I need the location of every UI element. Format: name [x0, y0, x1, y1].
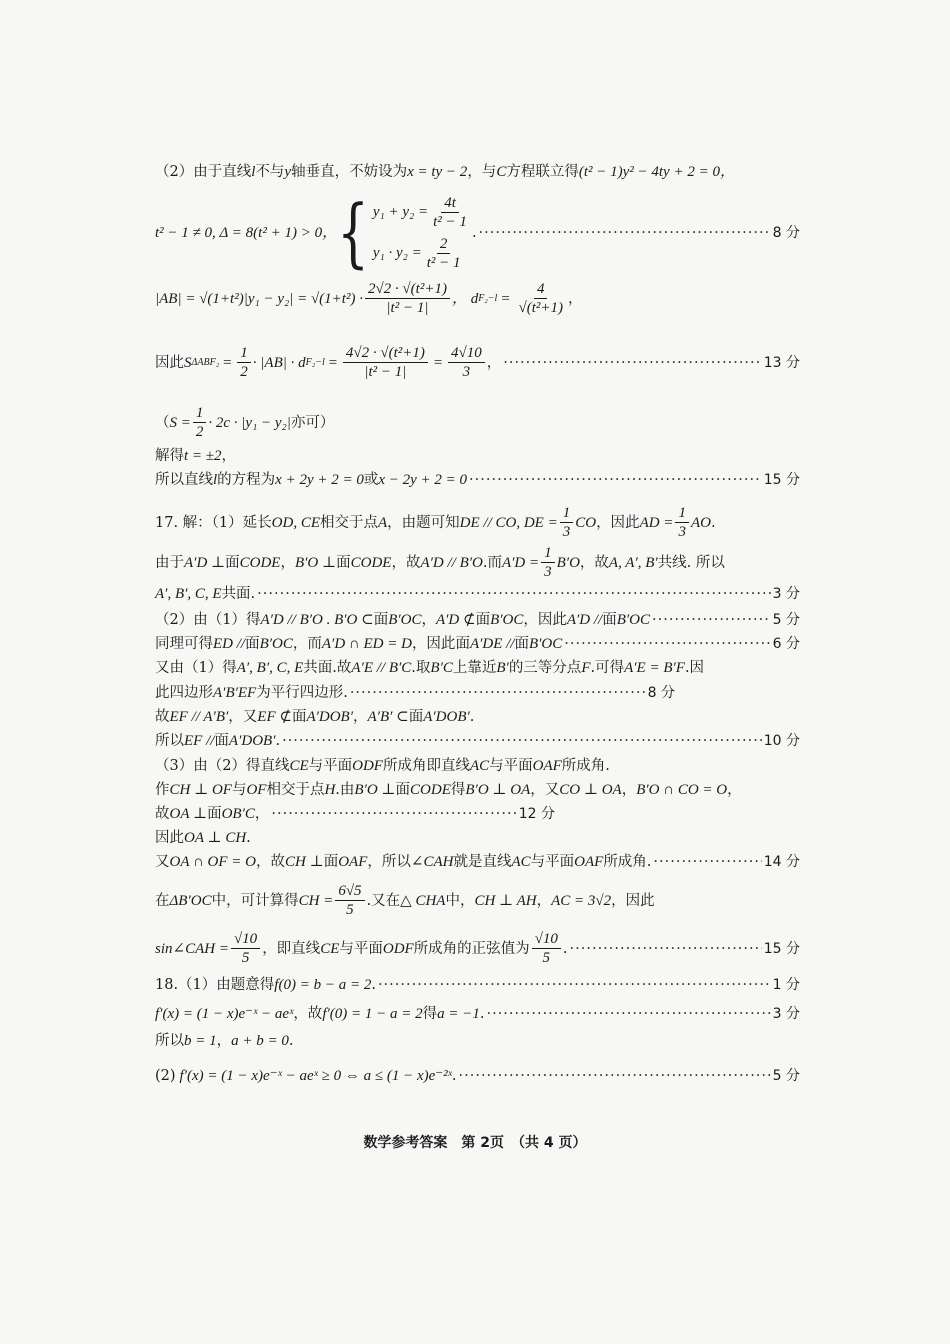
p16-line-3: |AB| = √(1+t²)|y₁ − y₂| = √(1+t²) · $\frac{\text{2√2 · √(t²+1)}}{\text{|t² − 1|}}$ ， d F₂−l = $\frac{4}{\text{√(t²+1)}}$ ， [155, 281, 583, 316]
p17-line-11: 作CH ⊥ OF与OF相交于点H.由B′O ⊥面CODE得B′O ⊥ OA，又CO ⊥ OA，B′O ∩ CO = O， [155, 782, 742, 798]
p16-line-4: 因此 S ΔABF₂ = $\frac{1}{2}$ · |AB| · d F₂−l = $\frac{\text{4√2 · √(t²+1)}}{\text{|t² − 1|}}$ = $\frac{4√10}{3}$ ， ····· 13 分 [155, 344, 800, 381]
p17-line-9: 所以 EF // 面 A′DOB′ . ····· 10 分 [155, 731, 800, 751]
p17-line-13: 因此OA ⊥ CH. [155, 830, 251, 846]
p16-line-6: 解得t = ±2， [155, 448, 237, 464]
score: 15 分 [763, 940, 800, 957]
score: 1 分 [772, 977, 800, 993]
p18-line-2: f′(x) = (1 − x)e⁻ˣ − aeˣ ，故 f′(0) = 1 − a = 2 得 a = −1 . ····· 3 分 [155, 1004, 800, 1024]
score: 10 分 [763, 733, 800, 749]
p17-line-15: 在 ΔB′OC 中，可计算得 CH = $\frac{6√5}{5}$ .又在 △ CHA 中， CH ⊥ AH ， AC = 3√2 ，因此 [155, 883, 655, 918]
score: 14 分 [763, 854, 800, 870]
p16-line-7: 所以直线 l 的方程为 x + 2y + 2 = 0 或 x − 2y + 2 = 0 ····· 15 分 [155, 470, 800, 490]
p16-line-2: t² − 1 ≠ 0, Δ = 8(t² + 1) > 0， { y₁ + y₂ = $\frac{4t}{\text{t² − 1}}$ y₁ · y₂ = $\frac{2}{\text{t² − 1}}$ . ····· 8 分 [155, 194, 800, 272]
score: 13 分 [763, 354, 800, 371]
p17-line-4: （2）由（1）得 A′D // B′O . B′O ⊂ 面 B′OC ， A′D ⊄ 面 B′OC ，因此 A′D // 面 B′OC ····· 5 分 [155, 610, 800, 630]
score: 8 分 [647, 685, 675, 701]
page-footer: 数学参考答案 第 2页 （共 4 页） [363, 1135, 587, 1151]
p18-line-3: 所以b = 1，a + b = 0. [155, 1033, 294, 1049]
equation-system: { y₁ + y₂ = $\frac{4t}{\text{t² − 1}}$ y₁ · y₂ = $\frac{2}{\text{t² − 1}}$ [337, 189, 467, 277]
p17-line-10: （3）由（2）得直线CE与平面ODF所成角即直线AC与平面OAF所成角. [155, 758, 610, 774]
p17-line-3: A′, B′, C, E 共面. ····· 3 分 [155, 584, 800, 604]
p17-line-2: 由于 A′D ⊥ 面 CODE ， B′O ⊥ 面 CODE ，故 A′D // B′O .而 A′D = $\frac{1}{3}$ B′O ，故 A, A′, B′ 共线. 所以 [155, 545, 725, 580]
p16-line-5: （ S = $\frac{1}{2}$ · 2c · |y₁ − y₂| 亦可） [155, 405, 335, 440]
score: 15 分 [763, 472, 800, 488]
p17-line-8: 故EF // A′B′，又EF ⊄面A′DOB′，A′B′ ⊂面A′DOB′. [155, 709, 475, 725]
p17-line-14: 又 OA ∩ OF = O ，故 CH ⊥ 面 OAF ，所以 ∠CAH 就是直线 AC 与平面 OAF 所成角. ····· 14 分 [155, 852, 800, 872]
score: 3 分 [772, 1006, 800, 1022]
p17-line-16: sin∠CAH = $\frac{√10}{5}$ ，即直线 CE 与平面 ODF 所成角的正弦值为 $\frac{√10}{5}$ . ····· 15 分 [155, 930, 800, 967]
p17-line-7: 此四边形 A′B′EF 为平行四边形. ····· 8 分 [155, 683, 675, 703]
p17-line-6: 又由（1）得A′, B′, C, E共面.故A′E // B′C.取B′C上靠近B′的三等分点F.可得A′E = B′F.因 [155, 660, 705, 676]
p18-line-4: (2) f′(x) = (1 − x)e⁻ˣ − aeˣ ≥ 0 ⇔ a ≤ (1 − x)e⁻²ˣ . ····· 5 分 [155, 1066, 800, 1086]
score: 3 分 [772, 586, 800, 602]
score: 8 分 [772, 225, 800, 241]
p18-line-1: 18.（1）由题意得 f(0) = b − a = 2 . ····· 1 分 [155, 975, 800, 995]
p17-line-12: 故 OA ⊥ 面 OB′C ， ····· 12 分 [155, 804, 555, 824]
p17-line-5: 同理可得 ED // 面 B′OC ，而 A′D ∩ ED = D ，因此 面 A′DE // 面 B′OC ····· 6 分 [155, 634, 800, 654]
p17-line-1: 17. 解：（1）延长 OD, CE 相交于点 A ，由题可知 DE // CO, DE = $\frac{1}{3}$ CO ，因此 AD = $\frac{1}{3}$ AO . [155, 505, 716, 540]
p16-line-1: （2）由于直线l不与y轴垂直，不妨设为x = ty − 2，与C方程联立得(t² − 1)y² − 4ty + 2 = 0， [155, 164, 735, 180]
score: 12 分 [518, 806, 555, 822]
score: 5 分 [772, 612, 800, 628]
score: 6 分 [772, 636, 800, 652]
score: 5 分 [772, 1068, 800, 1084]
